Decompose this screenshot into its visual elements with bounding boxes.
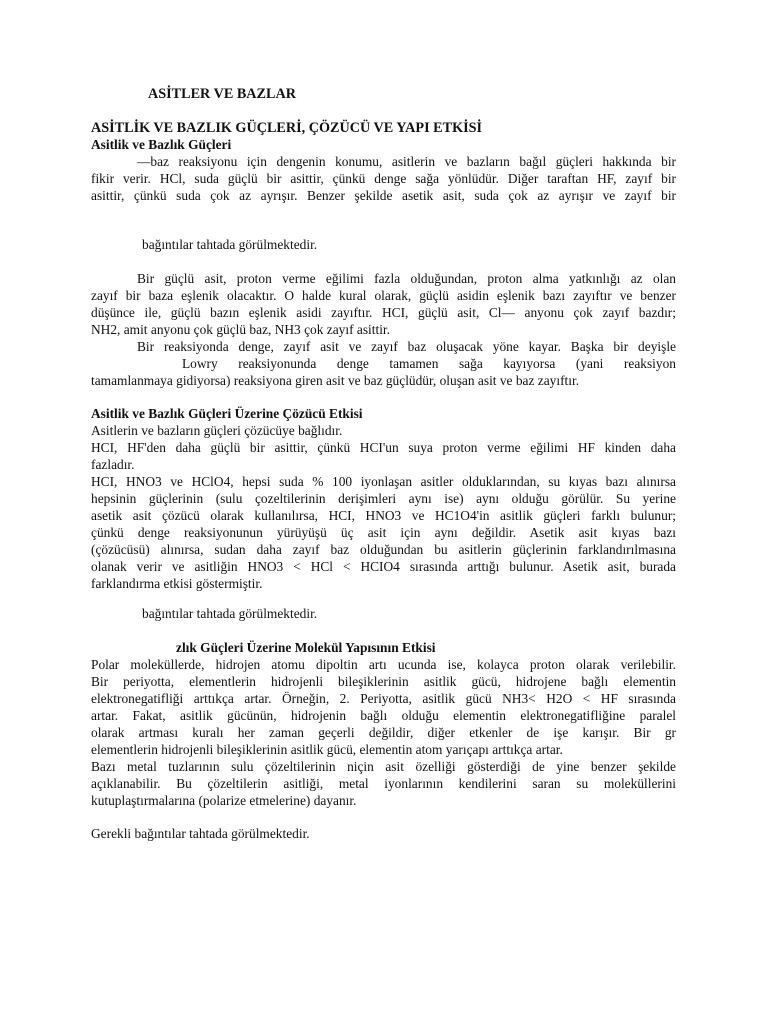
paragraph-line: kutuplaştırmalarına (polarize etmelerine) dayanır.: [91, 793, 357, 808]
paragraph-line: düşünce ile, güçlü bazın eşlenik asidi zayıftır. HCI, güçlü asit, Cl— anyonu çok zayıf bazdır;: [91, 305, 676, 320]
paragraph-line: tamamlanmaya gidiyorsa) reaksiyona giren asit ve baz güçlüdür, oluşan asit ve baz zayıftır.: [91, 373, 580, 388]
paragraph-line: (çözücüsü) alınırsa, sudan daha zayıf baz olduğundan bu asitlerin güçlerinin farklandırılmasına: [91, 542, 676, 557]
paragraph-line: asittir, çünkü suda çok az ayrışır. Benzer şekilde asetik asit, suda çok az ayrışır ve zayıf bir: [91, 188, 676, 203]
paragraph-line: zayıf bir baza eşlenik olacaktır. O halde kural olarak, güçlü asidin eşlenik bazı zayıftır ve benzer: [91, 288, 676, 303]
paragraph-line: farklandırma etkisi göstermiştir.: [91, 576, 263, 591]
board-note: Gerekli bağıntılar tahtada görülmektedir.: [91, 826, 310, 841]
paragraph-line: Bazı metal tuzlarının sulu çözeltilerinin niçin asit özelliği gösterdiği de yine benzer şekilde: [91, 759, 676, 774]
paragraph-line: fazladır.: [91, 457, 135, 472]
paragraph-line: Polar moleküllerde, hidrojen atomu dipoltin artı ucunda ise, kolayca proton olarak verilebilir.: [91, 657, 676, 672]
paragraph-line: HCI, HNO3 ve HClO4, hepsi suda % 100 iyonlaşan asitler olduklarından, su kıyas bazı alınırsa: [91, 474, 676, 489]
paragraph-line: olarak artması kuralı her zaman geçerli değildir, diğer etkenler de işe karışır. Bir gr: [91, 725, 676, 740]
board-note: bağıntılar tahtada görülmektedir.: [142, 237, 318, 252]
paragraph-line: elementlerin hidrojenli bileşiklerinin asitlik gücü, elementin atom yarıçapı arttıkça artar.: [91, 742, 563, 757]
paragraph-line: Lowry reaksiyonunda denge tamamen sağa kayıyorsa (yani reaksiyon: [182, 356, 676, 371]
paragraph-line: asetik asit çözücü olarak kullanılırsa, HCI, HNO3 ve HC1O4'in asitlik güçleri farklı bulunur;: [91, 508, 676, 523]
page-title: ASİTLER VE BAZLAR: [148, 86, 296, 102]
section-heading: Asitlik ve Bazlık Güçleri Üzerine Çözücü Etkisi: [91, 406, 363, 421]
paragraph-line: hepsinin güçlerinin (sulu çozeltilerinin derişimleri aynı ise) aynı olduğu görülür. Su yerine: [91, 491, 676, 506]
paragraph-line: Bir reaksiyonda denge, zayıf asit ve zayıf baz oluşacak yöne kayar. Başka bir deyişle: [137, 339, 676, 354]
paragraph-line: artar. Fakat, asitlik gücünün, hidrojenin bağlı olduğu elementin elektronegatifliğine paralel: [91, 708, 676, 723]
board-note: bağıntılar tahtada görülmektedir.: [142, 606, 318, 621]
paragraph-line: Asitlerin ve bazların güçleri çözücüye bağlıdır.: [91, 423, 343, 438]
section-heading: zlık Güçleri Üzerine Molekül Yapısının Etkisi: [176, 640, 436, 655]
paragraph-line: —baz reaksiyonu için dengenin konumu, asitlerin ve bazların bağıl güçleri hakkında bir: [137, 154, 676, 169]
paragraph-line: açıklanabilir. Bu çözeltilerin asitliği, metal iyonlarının kendilerini saran su moleküllerini: [91, 776, 676, 791]
paragraph-line: NH2, amit anyonu çok güçlü baz, NH3 çok zayıf asittir.: [91, 322, 390, 337]
paragraph-line: Bir güçlü asit, proton verme eğilimi fazla olduğundan, proton alma yatkınlığı az olan: [137, 271, 676, 286]
paragraph-line: fikir verir. HCl, suda güçlü bir asittir, çünkü denge sağa yönlüdür. Diğer taraftan HF, zayıf bir: [91, 171, 676, 186]
paragraph-line: olanak verir ve asitliğin HNO3 < HCl < HCIO4 sırasında arttığı bulunur. Asetik asit, burada: [91, 559, 676, 574]
paragraph-line: elektronegatifliği arttıkça artar. Örneğin, 2. Periyotta, asitlik gücü NH3< H2O < HF sırasında: [91, 691, 676, 706]
paragraph-line: çünkü denge reaksiyonunun yürüyüşü üç asit için aynı değildir. Asetik asit kıyas bazı: [91, 525, 676, 540]
paragraph-line: Bir periyotta, elementlerin hidrojenli bileşiklerinin asitlik gücü, hidrojene bağlı elementin: [91, 674, 676, 689]
paragraph-line: HCI, HF'den daha güçlü bir asittir, çünkü HCI'un suya proton verme eğilimi HF kinden daha: [91, 440, 676, 455]
section-heading: ASİTLİK VE BAZLIK GÜÇLERİ, ÇÖZÜCÜ VE YAPI ETKİSİ: [91, 120, 483, 136]
section-subheading: Asitlik ve Bazlık Güçleri: [91, 137, 232, 152]
